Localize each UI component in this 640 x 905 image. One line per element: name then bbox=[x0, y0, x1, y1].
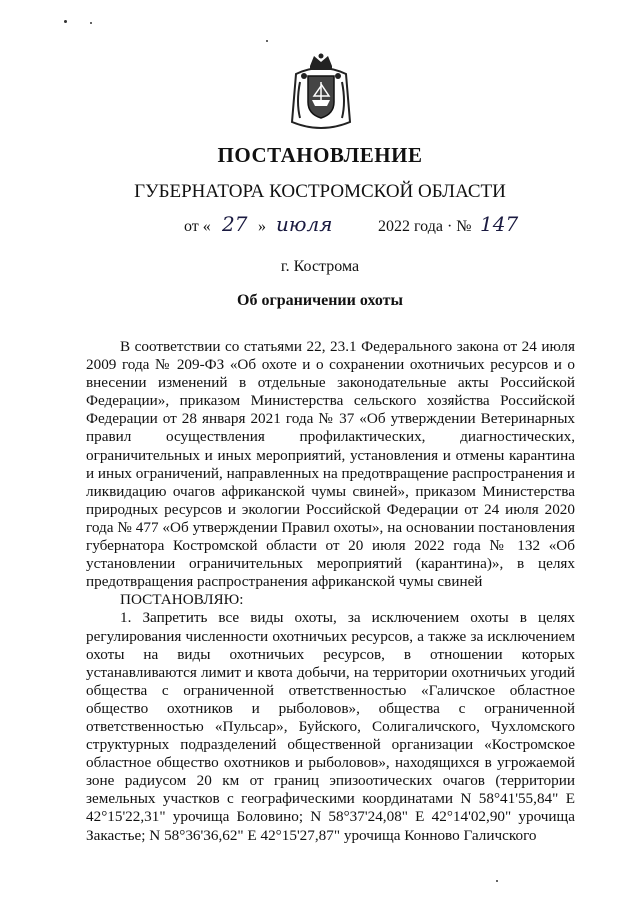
city-line: г. Кострома bbox=[280, 258, 360, 275]
date-prefix: от « bbox=[184, 218, 211, 235]
scan-speck bbox=[90, 22, 92, 24]
scan-speck bbox=[496, 880, 498, 882]
handwritten-month: июля bbox=[276, 212, 333, 236]
item-1-paragraph: 1. Запретить все виды охоты, за исключением охоты в целях регулирования численности охотничьих ресурсов, а также за исключением охоты на виды охотничьих ресурсов, в отношении которых устанавливаются лимит и квота добычи, на территории охотничьих угодий общества с ограниченной ответственностью «Галичское областное общество охотников и рыболовов», общества с ограниченной ответственностью «Пульсар», Буйского, Солигаличского, Чухломского структурных подразделений общественной организации «Костромское областное общество охотников и рыболовов», находящихся в угрожаемой зоне радиусом 20 км от границ эпизоотических очагов (территории земельных участков с географическими координатами N 58°41'55,84" E 42°15'22,31" урочища Боловино; N 58°37'24,08" E 42°14'02,90" урочища Закастье; N 58°36'36,62" E 42°15'27,87" урочища Конново Галичского bbox=[86, 609, 575, 844]
handwritten-day: 27 bbox=[222, 212, 248, 236]
preamble-paragraph: В соответствии со статьями 22, 23.1 Федерального закона от 24 июля 2009 года № 209-ФЗ «Об охоте и о сохранении охотничьих ресурсов и о внесении изменений в отдельные законодательные акты Российской Федерации», приказом Министерства сельского хозяйства Российской Федерации от 28 января 2021 года № 37 «Об утверждении Ветеринарных правил осуществления профилактических, диагностических, ограничительных и иных мероприятий, установления и отмены карантина и иных ограничений, направленных на предотвращение распространения и ликвидацию очагов африканской чумы свиней», приказом Министерства природных ресурсов и экологии Российской Федерации от 24 июля 2020 года № 477 «Об утверждении Правил охоты», на основании постановления губернатора Костромской области от 20 июля 2022 года № 132 «Об установлении ограничительных мероприятий (карантина)», в целях предотвращения распространения африканской чумы свиней bbox=[86, 338, 575, 591]
document-title: ПОСТАНОВЛЕНИЕ bbox=[217, 143, 423, 167]
issuer-subtitle: ГУБЕРНАТОРА КОСТРОМСКОЙ ОБЛАСТИ bbox=[134, 181, 506, 202]
decree-word: ПОСТАНОВЛЯЮ: bbox=[120, 591, 244, 609]
document-body bbox=[86, 338, 575, 845]
document-subject: Об ограничении охоты bbox=[237, 292, 403, 309]
date-number-line bbox=[0, 212, 640, 244]
handwritten-number: 147 bbox=[480, 212, 519, 236]
coat-of-arms-emblem bbox=[286, 52, 356, 134]
scan-speck bbox=[64, 20, 67, 23]
scan-speck bbox=[266, 40, 268, 42]
date-year: 2022 года · № bbox=[378, 218, 472, 235]
date-mid: » bbox=[258, 218, 266, 235]
